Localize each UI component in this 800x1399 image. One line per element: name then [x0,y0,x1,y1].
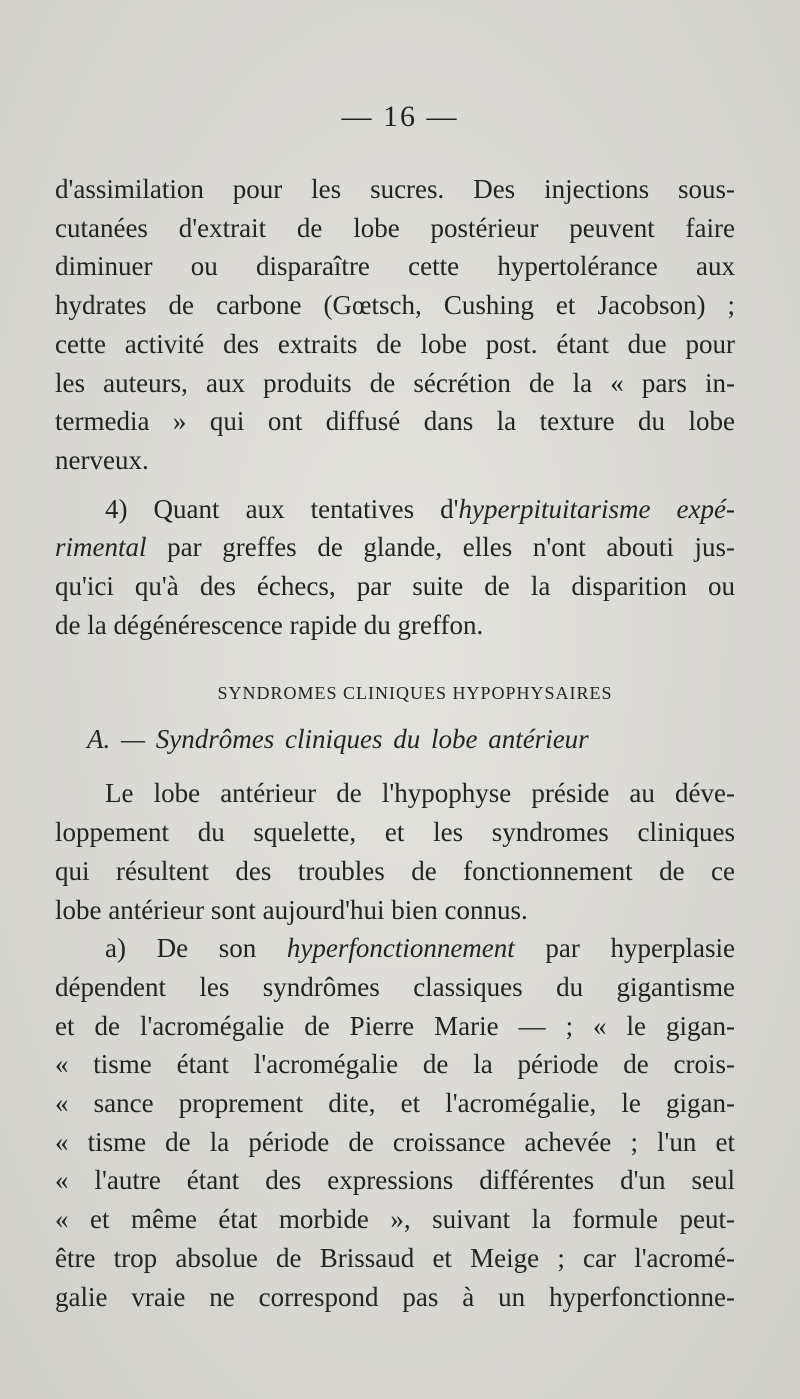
text-line: galie vraie ne correspond pas à un hyperfonctionne- [55,1281,735,1312]
italic-run: rimental [55,532,147,563]
text-line: « tisme de la période de croissance achevée ; l'un et [55,1126,735,1157]
text-line: de la dégénérescence rapide du greffon. [55,609,484,640]
text-line: diminuer ou disparaître cette hypertolérance aux [55,251,735,282]
section-subheading: A. — Syndrômes cliniques du lobe antérieur [87,724,589,755]
text-line: cette activité des extraits de lobe post. étant due pour [55,328,735,359]
paragraph-1 [55,170,735,480]
text-line: termedia » qui ont diffusé dans la texture du lobe [55,406,735,437]
text-line: cutanées d'extrait de lobe postérieur peuvent faire [55,212,735,243]
text-run: par hyperplasie [514,933,735,964]
text-run: 4) Quant aux tentatives d' [105,493,459,524]
text-line: Le lobe antérieur de l'hypophyse préside au déve- [105,778,735,809]
paragraph-2 [55,490,735,645]
page-body [55,170,735,1316]
italic-run: hyperpituitarisme expé- [458,493,735,524]
page-number: — 16 — [341,100,459,133]
text-line: d'assimilation pour les sucres. Des injections sous- [55,174,735,204]
text-line: « l'autre étant des expressions différentes d'un seul [55,1165,735,1196]
paragraph-3 [55,774,735,929]
text-run: par greffes de glande, elles n'ont abouti jus- [146,532,735,563]
text-line [55,490,735,529]
text-line: qui résultent des troubles de fonctionnement de ce [55,855,735,886]
text-line: être trop absolue de Brissaud et Meige ; car l'acromé- [55,1242,735,1273]
text-line [55,929,735,968]
text-line: « sance proprement dite, et l'acromégalie, le gigan- [55,1088,735,1119]
italic-run: hyperfonctionnement [286,933,515,964]
text-run: a) De son [105,933,287,964]
text-line: dépendent les syndrômes classiques du gigantisme [55,971,735,1002]
text-line [55,528,735,567]
paragraph-4 [55,929,735,1316]
text-line: loppement du squelette, et les syndromes cliniques [55,817,735,848]
section-heading: SYNDROMES CLINIQUES HYPOPHYSAIRES [217,683,613,704]
text-line: hydrates de carbone (Gœtsch, Cushing et Jacobson) ; [55,290,735,321]
text-line: nerveux. [55,444,149,475]
text-line: lobe antérieur sont aujourd'hui bien connus. [55,894,528,925]
text-line: et de l'acromégalie de Pierre Marie — ; « le gigan- [55,1010,735,1041]
text-line: « et même état morbide », suivant la formule peut- [55,1204,735,1235]
text-line: « tisme étant l'acromégalie de la période de crois- [55,1049,735,1080]
text-line: les auteurs, aux produits de sécrétion de la « pars in- [55,367,735,398]
text-line: qu'ici qu'à des échecs, par suite de la disparition ou [55,571,735,602]
